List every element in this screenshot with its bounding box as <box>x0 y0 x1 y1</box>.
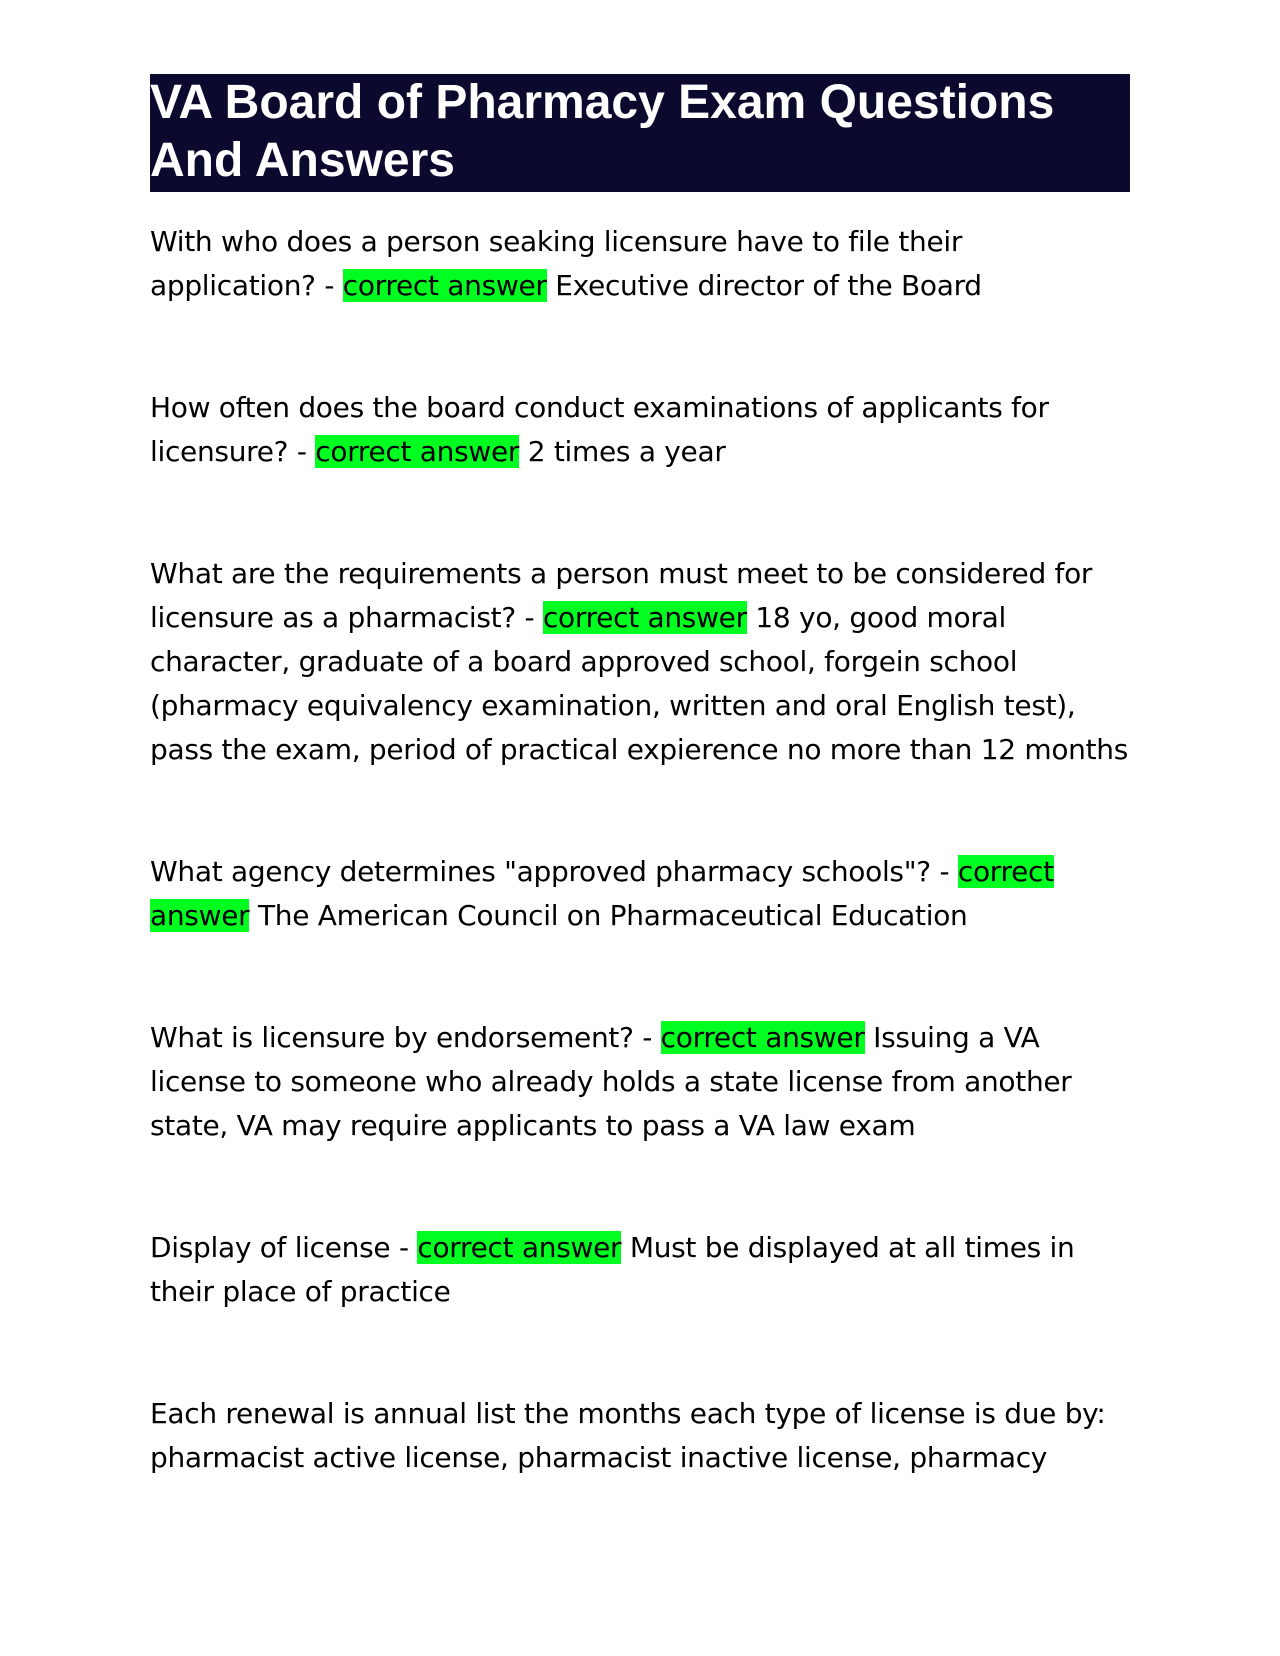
correct-answer-highlight: correct answer <box>660 1021 865 1054</box>
separator: - <box>930 855 958 888</box>
question-text: Display of license <box>150 1231 391 1264</box>
answer-text: The American Council on Pharmaceutical Education <box>257 899 968 932</box>
answer-text: 18 yo, good moral character, graduate of a board approved school, forgein school (pharmacy equivalency examination, written and oral English test), pass the exam, period of practical expierence no more than 12 months <box>150 601 1129 766</box>
document-title: VA Board of Pharmacy Exam Questions And Answers <box>150 74 1130 192</box>
correct-answer-highlight: correct answer <box>150 855 1054 932</box>
qa-item <box>150 552 1130 772</box>
answer-text: Issuing a VA license to someone who already holds a state license from another state, VA may require applicants to pass a VA law exam <box>150 1021 1072 1142</box>
question-text: What is licensure by endorsement? <box>150 1021 634 1054</box>
qa-item <box>150 850 1130 938</box>
separator: - <box>288 435 316 468</box>
correct-answer-highlight: correct answer <box>315 435 520 468</box>
question-text: What agency determines "approved pharmacy schools"? <box>150 855 931 888</box>
qa-item <box>150 1226 1130 1314</box>
qa-item <box>150 220 1130 308</box>
separator: - <box>633 1021 661 1054</box>
separator: - <box>315 269 343 302</box>
question-text: What are the requirements a person must meet to be considered for licensure as a pharmacist? <box>150 557 1093 634</box>
answer-text: 2 times a year <box>527 435 726 468</box>
separator: - <box>390 1231 418 1264</box>
question-text: Each renewal is annual list the months each type of license is due by: pharmacist active license, pharmacist inactive license, pharmacy <box>150 1397 1106 1474</box>
question-text: With who does a person seaking licensure have to file their application? <box>150 225 963 302</box>
correct-answer-highlight: correct answer <box>542 601 747 634</box>
correct-answer-highlight: correct answer <box>417 1231 622 1264</box>
answer-text: Executive director of the Board <box>555 269 982 302</box>
qa-item <box>150 1016 1130 1148</box>
answer-text: Must be displayed at all times in their place of practice <box>150 1231 1075 1308</box>
separator: - <box>515 601 543 634</box>
question-text: How often does the board conduct examinations of applicants for licensure? <box>150 391 1049 468</box>
qa-item <box>150 1392 1130 1480</box>
document-page <box>150 74 1130 1480</box>
correct-answer-highlight: correct answer <box>342 269 547 302</box>
qa-item <box>150 386 1130 474</box>
